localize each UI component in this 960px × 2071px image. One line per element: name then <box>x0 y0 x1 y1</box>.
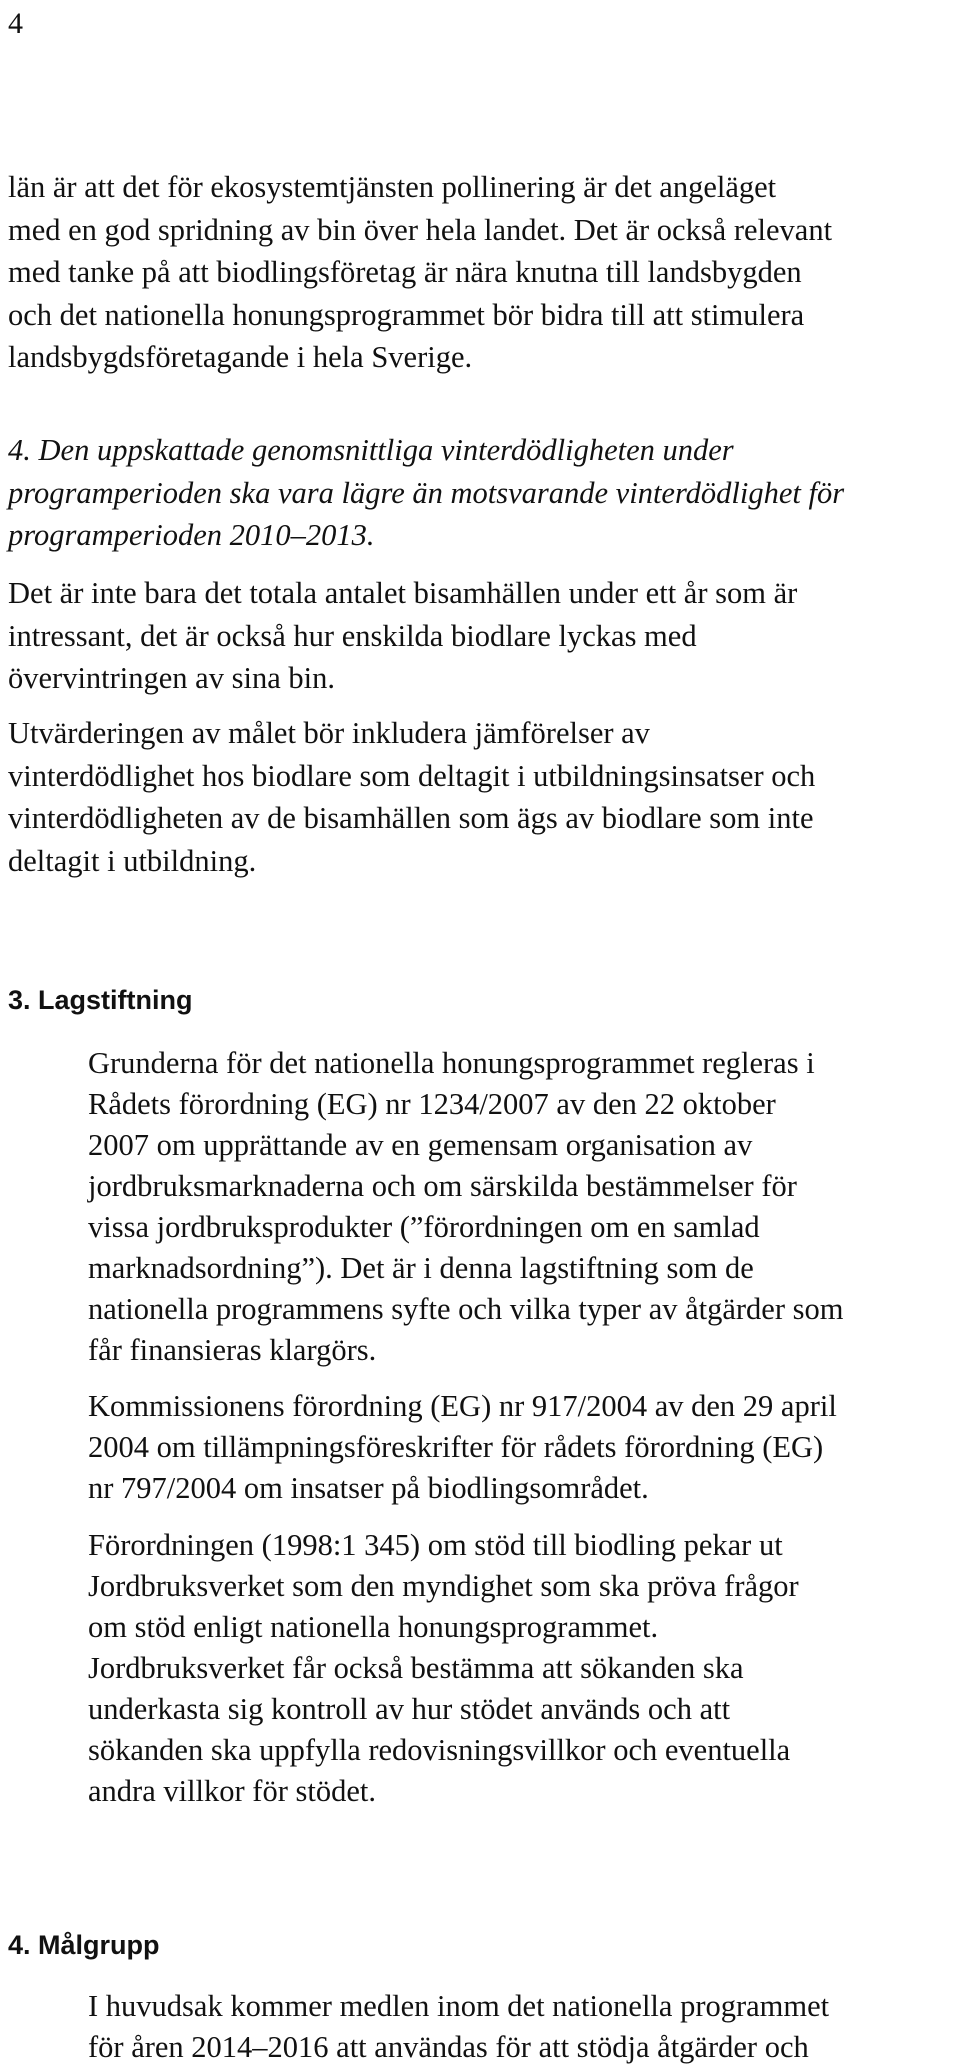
text-line: programperioden 2010–2013. <box>8 518 375 552</box>
text-line: och det nationella honungsprogrammet bör bidra till att stimulera <box>8 297 805 332</box>
section-3-heading: 3. Lagstiftning <box>8 985 193 1015</box>
goal-4-paragraph-2 <box>8 712 958 882</box>
goal-4-paragraph-1 <box>8 572 958 700</box>
text-line: Rådets förordning (EG) nr 1234/2007 av den 22 oktober <box>88 1087 776 1121</box>
text-line: Grunderna för det nationella honungsprogrammet regleras i <box>88 1046 815 1080</box>
text-line: I huvudsak kommer medlen inom det nationella programmet <box>88 1989 830 2023</box>
text-line: deltagit i utbildning. <box>8 843 257 878</box>
text-line: marknadsordning”). Det är i denna lagstiftning som de <box>88 1251 754 1285</box>
text-line: nr 797/2004 om insatser på biodlingsområdet. <box>88 1471 649 1505</box>
text-line: Förordningen (1998:1 345) om stöd till biodling pekar ut <box>88 1528 783 1562</box>
text-line: nationella programmens syfte och vilka typer av åtgärder som <box>88 1292 844 1326</box>
text-line: Jordbruksverket som den myndighet som ska pröva frågor <box>88 1569 799 1603</box>
text-line: om stöd enligt nationella honungsprogrammet. <box>88 1610 659 1644</box>
intro-paragraph <box>8 166 958 379</box>
section-4-heading: 4. Målgrupp <box>8 1930 160 1960</box>
text-line: med tanke på att biodlingsföretag är nära knutna till landsbygden <box>8 255 802 289</box>
text-line: 2004 om tillämpningsföreskrifter för rådets förordning (EG) <box>88 1430 824 1464</box>
text-line: Kommissionens förordning (EG) nr 917/2004 av den 29 april <box>88 1389 837 1423</box>
text-line: för åren 2014–2016 att användas för att stödja åtgärder och <box>88 2030 809 2064</box>
text-line: län är att det för ekosystemtjänsten pollinering är det angeläget <box>8 170 777 204</box>
text-line: vissa jordbruksprodukter (”förordningen om en samlad <box>88 1210 760 1244</box>
text-line: jordbruksmarknaderna och om särskilda bestämmelser för <box>88 1169 797 1203</box>
text-line: landsbygdsföretagande i hela Sverige. <box>8 340 473 374</box>
text-line: andra villkor för stödet. <box>88 1774 376 1808</box>
text-line: Utvärderingen av målet bör inkludera jämförelser av <box>8 716 650 750</box>
goal-4-statement <box>8 429 958 557</box>
text-line: programperioden ska vara lägre än motsvarande vinterdödlighet för <box>8 475 845 510</box>
text-line: får finansieras klargörs. <box>88 1333 377 1367</box>
section-3-paragraph-1 <box>88 1043 958 1371</box>
text-line: Jordbruksverket får också bestämma att sökanden ska <box>88 1651 744 1685</box>
section-4-paragraph-1 <box>88 1986 958 2068</box>
text-line: med en god spridning av bin över hela landet. Det är också relevant <box>8 212 833 247</box>
text-line: underkasta sig kontroll av hur stödet används och att <box>88 1692 731 1726</box>
page-number: 4 <box>8 7 23 40</box>
text-line: vinterdödligheten av de bisamhällen som ägs av biodlare som inte <box>8 801 814 835</box>
text-line: 2007 om upprättande av en gemensam organisation av <box>88 1128 753 1162</box>
text-line: 4. Den uppskattade genomsnittliga vinterdödligheten under <box>8 433 734 467</box>
section-3-paragraph-2 <box>88 1386 958 1509</box>
section-3-paragraph-3 <box>88 1525 958 1812</box>
text-line: övervintringen av sina bin. <box>8 661 335 695</box>
text-line: vinterdödlighet hos biodlare som deltagit i utbildningsinsatser och <box>8 758 816 793</box>
text-line: intressant, det är också hur enskilda biodlare lyckas med <box>8 618 697 653</box>
text-line: sökanden ska uppfylla redovisningsvillkor och eventuella <box>88 1733 791 1767</box>
text-line: Det är inte bara det totala antalet bisamhällen under ett år som är <box>8 576 798 610</box>
